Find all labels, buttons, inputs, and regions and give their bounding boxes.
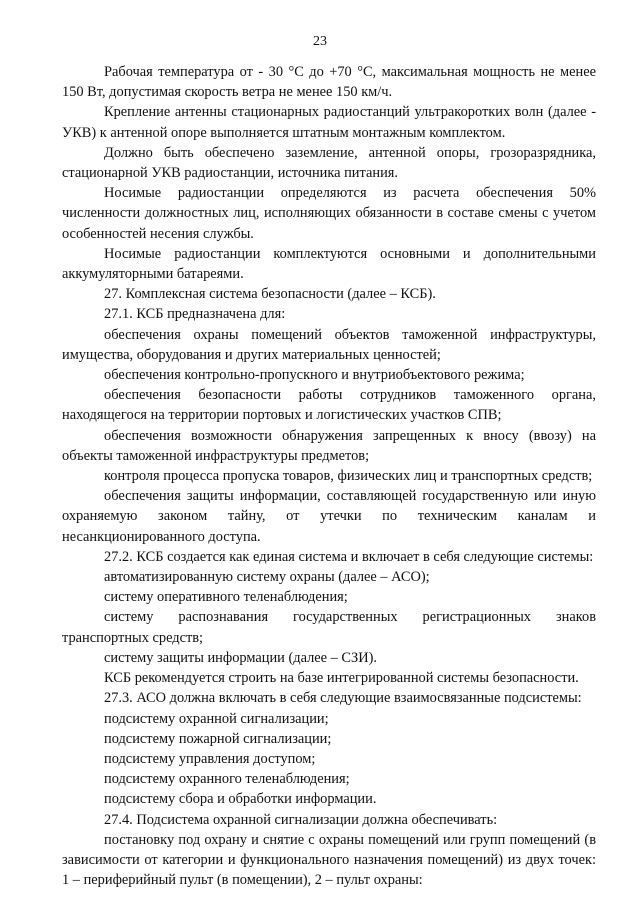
list-item: систему распознавания государственных регистрационных знаков транспортных средств; <box>62 609 596 646</box>
list-item: подсистему пожарной сигнализации; <box>104 730 332 747</box>
paragraph: постановку под охрану и снятие с охраны помещений или групп помещений (в зависимости от категории и функционального назначения помещений) из двух точек: 1 – периферийный пульт (в помещении), 2 – пульт охраны: <box>62 831 596 889</box>
document-body <box>62 62 596 890</box>
list-item: подсистему сбора и обработки информации. <box>104 791 377 808</box>
list-item: обеспечения охраны помещений объектов таможенной инфраструктуры, имущества, оборудования и других материальных ценностей; <box>62 326 596 363</box>
list-item: подсистему охранной сигнализации; <box>104 710 329 727</box>
paragraph: Рабочая температура от - 30 °С до +70 °С, максимальная мощность не менее 150 Вт, допустимая скорость ветра не менее 150 км/ч. <box>62 64 596 101</box>
page-number: 23 <box>313 34 327 49</box>
paragraph: Носимые радиостанции комплектуются основными и дополнительными аккумуляторными батареями. <box>62 245 596 283</box>
list-item: систему оперативного теленаблюдения; <box>104 589 348 606</box>
subsection-heading: 27.3. АСО должна включать в себя следующие взаимосвязанные подсистемы: <box>104 690 582 707</box>
list-item: систему защиты информации (далее – СЗИ). <box>104 649 378 666</box>
list-item: контроля процесса пропуска товаров, физических лиц и транспортных средств; <box>104 468 593 485</box>
subsection-heading: 27.2. КСБ создается как единая система и включает в себя следующие системы: <box>104 548 594 565</box>
list-item: подсистему охранного теленаблюдения; <box>104 771 350 788</box>
section-heading: 27. Комплексная система безопасности (далее – КСБ). <box>104 286 436 303</box>
subsection-heading: 27.1. КСБ предназначена для: <box>104 306 286 323</box>
subsection-heading: 27.4. Подсистема охранной сигнализации должна обеспечивать: <box>104 811 498 828</box>
list-item: подсистему управления доступом; <box>104 750 316 767</box>
list-item: обеспечения возможности обнаружения запрещенных к вносу (ввозу) на объекты таможенной инфраструктуры предметов; <box>62 427 596 464</box>
paragraph: Носимые радиостанции определяются из расчета обеспечения 50% численности должностных лиц, исполняющих обязанности в составе смены с учетом особенностей несения службы. <box>62 185 596 242</box>
paragraph: Должно быть обеспечено заземление, антенной опоры, грозоразрядника, стационарной УКВ радиостанции, источника питания. <box>62 144 596 182</box>
paragraph: Крепление антенны стационарных радиостанций ультракоротких волн (далее - УКВ) к антенной опоре выполняется штатным монтажным комплектом. <box>62 104 596 141</box>
list-item: обеспечения защиты информации, составляющей государственную или иную охраняемую законом тайну, от утечки по техническим каналам и несанкционированного доступа. <box>62 488 596 545</box>
list-item: обеспечения контрольно-пропускного и внутриобъектового режима; <box>104 367 525 384</box>
paragraph: КСБ рекомендуется строить на базе интегрированной системы безопасности. <box>104 670 579 687</box>
list-item: обеспечения безопасности работы сотрудников таможенного органа, находящегося на территории портовых и логистических участков СПВ; <box>62 387 596 424</box>
list-item: автоматизированную систему охраны (далее – АСО); <box>104 569 430 586</box>
